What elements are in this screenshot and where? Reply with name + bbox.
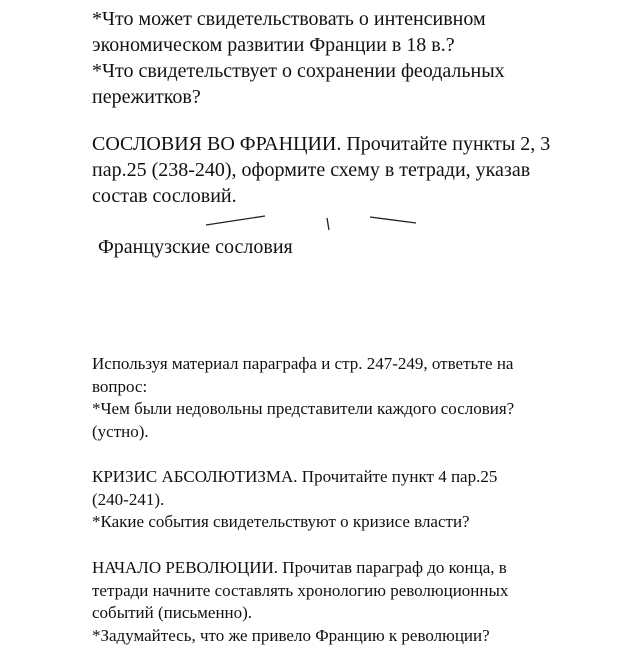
question-feudal-remnants-line-2: пережитков? — [92, 86, 201, 108]
crisis-task-line-1: КРИЗИС АБСОЛЮТИЗМА. Прочитайте пункт 4 пар.25 — [92, 467, 498, 486]
discontent-task-line-3: *Чем были недовольны представители каждого сословия? — [92, 399, 515, 418]
estates-task-line-1: СОСЛОВИЯ ВО ФРАНЦИИ. Прочитайте пункты 2, 3 — [92, 133, 551, 155]
question-economic-development-line-2: экономическом развитии Франции в 18 в.? — [92, 34, 455, 56]
crisis-task-line-3: *Какие события свидетельствуют о кризисе власти? — [92, 512, 470, 531]
estates-task-line-2: пар.25 (238-240), оформите схему в тетради, указав — [92, 159, 531, 181]
crisis-task-line-2: (240-241). — [92, 490, 165, 509]
discontent-task-line-2: вопрос: — [92, 377, 148, 396]
question-economic-development-line-1: *Что может свидетельствовать о интенсивном — [92, 8, 486, 30]
revolution-task-line-2: тетради начните составлять хронологию революционных — [92, 581, 509, 600]
scheme-arrow-middle — [327, 218, 329, 230]
revolution-task-line-1: НАЧАЛО РЕВОЛЮЦИИ. Прочитав параграф до конца, в — [92, 558, 507, 577]
clipped-text-fragment — [92, 0, 572, 4]
scheme-title: Французские сословия — [98, 236, 293, 258]
revolution-task-line-4: *Задумайтесь, что же привело Францию к революции? — [92, 626, 490, 645]
scheme-arrow-right — [370, 217, 416, 223]
question-feudal-remnants-line-1: *Что свидетельствует о сохранении феодальных — [92, 60, 505, 82]
estates-task-line-3: состав сословий. — [92, 185, 237, 207]
revolution-task-line-3: событий (письменно). — [92, 603, 253, 622]
discontent-task-line-4: (устно). — [92, 422, 149, 441]
discontent-task-line-1: Используя материал параграфа и стр. 247-249, ответьте на — [92, 354, 514, 373]
scheme-arrow-left — [206, 216, 265, 225]
